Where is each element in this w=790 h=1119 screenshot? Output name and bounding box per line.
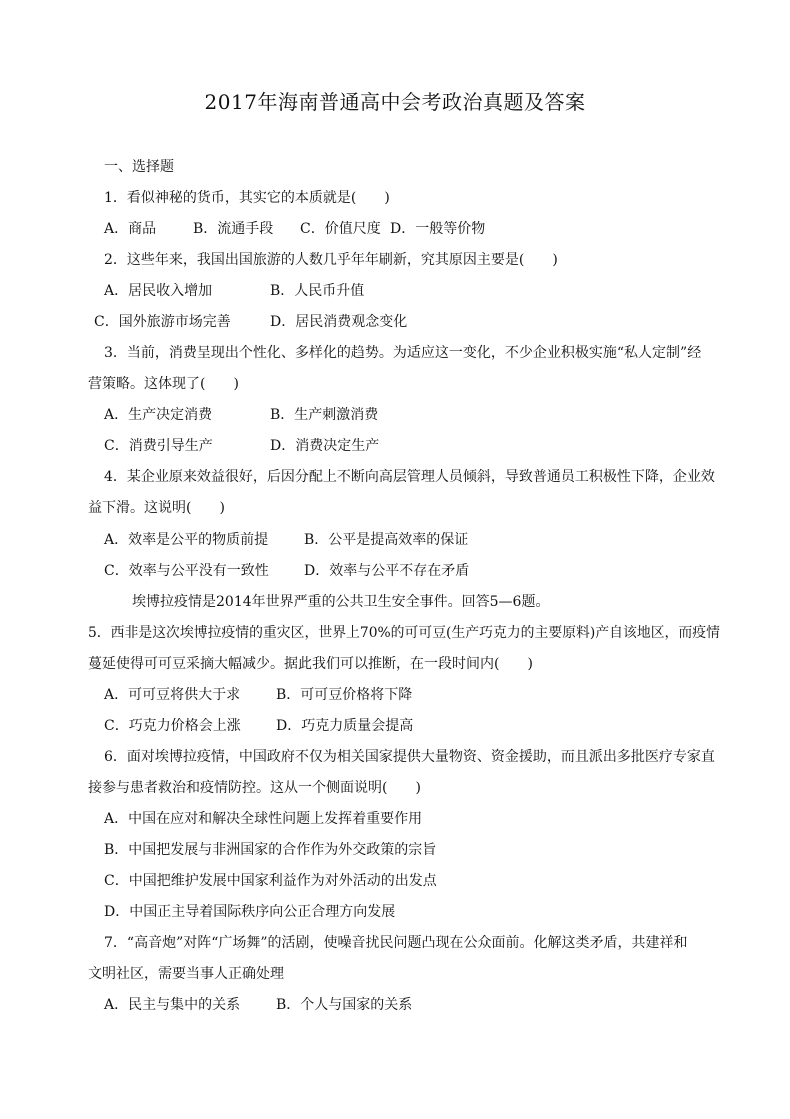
question-1-stem: 1．看似神秘的货币，其实它的本质就是( ) xyxy=(104,190,390,206)
question-2-stem: 2．这些年来，我国出国旅游的人数几乎年年刷新，究其原因主要是( ) xyxy=(104,252,558,268)
q1-option-c: C．价值尺度 xyxy=(300,221,381,237)
q6-option-c: C．中国把维护发展中国家利益作为对外活动的出发点 xyxy=(104,873,437,889)
q1-option-a: A．商品 xyxy=(104,221,157,237)
q4-option-a: A．效率是公平的物质前提 xyxy=(104,532,269,548)
q1-option-b: B．流通手段 xyxy=(193,221,274,237)
q3-option-d: D．消费决定生产 xyxy=(270,438,380,454)
question-3-stem-line2: 营策略。这体现了( ) xyxy=(88,376,239,392)
q2-option-d: D．居民消费观念变化 xyxy=(270,314,408,330)
question-5-stem-line1: 5．西非是这次埃博拉疫情的重灾区，世界上70%的可可豆(生产巧克力的主要原料)产自该地区，而疫情 xyxy=(88,625,720,641)
q3-option-b: B．生产刺激消费 xyxy=(270,407,379,423)
q2-option-c: C．国外旅游市场完善 xyxy=(94,314,231,330)
q6-option-a: A．中国在应对和解决全球性问题上发挥着重要作用 xyxy=(104,811,423,827)
q2-option-a: A．居民收入增加 xyxy=(104,283,213,299)
section-heading: 一、选择题 xyxy=(104,159,174,175)
q3-option-a: A．生产决定消费 xyxy=(104,407,213,423)
q3-option-c: C．消费引导生产 xyxy=(104,438,213,454)
q2-option-b: B．人民币升值 xyxy=(270,283,365,299)
passage-intro: 埃博拉疫情是2014年世界严重的公共卫生安全事件。回答5—6题。 xyxy=(132,594,550,610)
q7-option-b: B．个人与国家的关系 xyxy=(276,997,413,1013)
q5-option-b: B．可可豆价格将下降 xyxy=(276,687,413,703)
q5-option-a: A．可可豆将供大于求 xyxy=(104,687,241,703)
page-title: 2017年海南普通高中会考政治真题及答案 xyxy=(204,90,586,114)
question-6-stem-line1: 6．面对埃博拉疫情，中国政府不仅为相关国家提供大量物资、资金援助，而且派出多批医疗专家直 xyxy=(104,749,715,765)
question-3-stem-line1: 3．当前，消费呈现出个性化、多样化的趋势。为适应这一变化，不少企业积极实施“私人定制”经 xyxy=(104,345,702,361)
question-7-stem-line2: 文明社区，需要当事人正确处理 xyxy=(88,966,284,982)
q6-option-b: B．中国把发展与非洲国家的合作作为外交政策的宗旨 xyxy=(104,842,437,858)
q7-option-a: A．民主与集中的关系 xyxy=(104,997,241,1013)
question-7-stem-line1: 7．“高音炮”对阵“广场舞”的活剧，使噪音扰民问题凸现在公众面前。化解这类矛盾，共建祥和 xyxy=(104,935,688,951)
question-4-stem-line1: 4．某企业原来效益很好，后因分配上不断向高层管理人员倾斜，导致普通员工积极性下降，企业效 xyxy=(104,469,715,485)
q6-option-d: D．中国正主导着国际秩序向公正合理方向发展 xyxy=(104,904,396,920)
q5-option-d: D．巧克力质量会提高 xyxy=(276,718,414,734)
q4-option-d: D．效率与公平不存在矛盾 xyxy=(304,563,470,579)
question-5-stem-line2: 蔓延使得可可豆采摘大幅减少。据此我们可以推断，在一段时间内( ) xyxy=(88,656,533,672)
q4-option-b: B．公平是提高效率的保证 xyxy=(304,532,469,548)
q4-option-c: C．效率与公平没有一致性 xyxy=(104,563,269,579)
q1-option-d: D．一般等价物 xyxy=(390,221,486,237)
question-4-stem-line2: 益下滑。这说明( ) xyxy=(88,500,225,516)
q5-option-c: C．巧克力价格会上涨 xyxy=(104,718,241,734)
question-6-stem-line2: 接参与患者救治和疫情防控。这从一个侧面说明( ) xyxy=(88,780,421,796)
